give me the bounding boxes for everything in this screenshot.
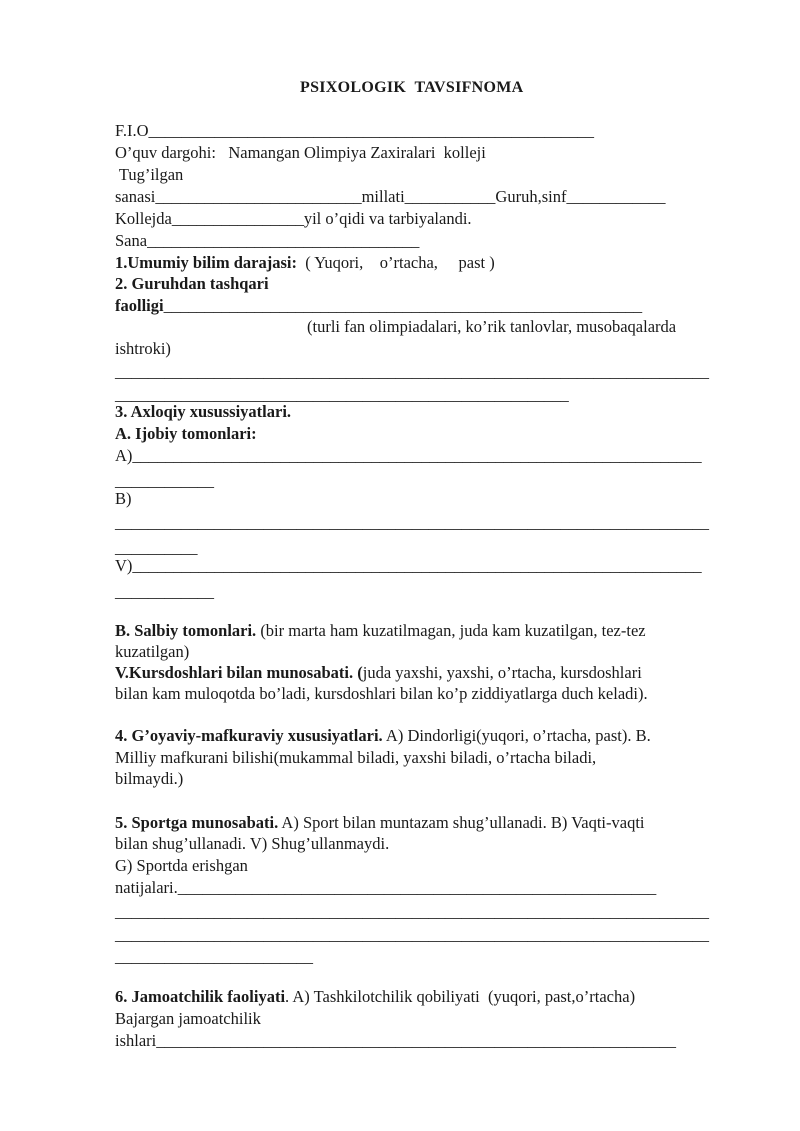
social-activity-text: . A) Tashkilotchilik qobiliyati (yuqori, past,o’rtacha) [285, 987, 636, 1006]
ideology-text: A) Dindorligi(yuqori, o’rtacha, past). B. [382, 726, 651, 745]
sport-title: 5. Sportga munosabati. [115, 813, 279, 832]
college-years-line: Kollejda________________yil o’qidi va tarbiyalandi. [115, 209, 472, 228]
blank-line: ________________________________________________________________________ [115, 925, 709, 944]
extracurricular-line [115, 296, 642, 316]
positive-item-v: V)_____________________________________________________________________ [115, 556, 702, 575]
sport-achievements-fill: natijalari.__________________________________________________________ [115, 878, 657, 897]
blank-line: ________________________________________________________________________ [115, 902, 709, 921]
sport-line [115, 813, 645, 833]
positive-item-b: B) [115, 489, 132, 508]
knowledge-level-line [115, 253, 495, 273]
tugilgan-label: Tug’ilgan [115, 165, 184, 184]
social-activity-done: Bajargan jamoatchilik [115, 1009, 261, 1028]
sport-text-cont: bilan shug’ullanadi. V) Shug’ullanmaydi. [115, 834, 390, 853]
extracurricular-title: 2. Guruhdan tashqari [115, 274, 269, 293]
ideology-line [115, 726, 651, 746]
classmates-relation-line [115, 663, 642, 683]
classmates-relation-title: V.Kursdoshlari bilan munosabati. ( [115, 663, 363, 682]
positive-item-b-cont: __________ [115, 538, 198, 557]
extracurricular-note-cont: ishtroki) [115, 339, 171, 358]
social-activity-line [115, 987, 635, 1007]
blank-line: ________________________________________________________________________ [115, 362, 709, 381]
positive-item-a-cont: ____________ [115, 471, 214, 490]
document-title: PSIXOLOGIK TAVSIFNOMA [300, 79, 524, 96]
date-field: Sana_________________________________ [115, 231, 420, 250]
dargoh-line: O’quv dargohi: Namangan Olimpiya Zaxiralari kolleji [115, 143, 486, 162]
social-activity-title: 6. Jamoatchilik faoliyati [115, 987, 286, 1006]
negative-sides-options: (bir marta ham kuzatilmagan, juda kam kuzatilgan, tez-tez [256, 621, 646, 640]
ideology-text-end: bilmaydi.) [115, 769, 184, 788]
sport-text: A) Sport bilan muntazam shug’ullanadi. B) Vaqti-vaqti [278, 813, 645, 832]
extracurricular-fill: __________________________________________________________ [163, 296, 643, 315]
classmates-relation-options: juda yaxshi, yaxshi, o’rtacha, kursdoshlari [362, 663, 642, 682]
knowledge-level-title: 1.Umumiy bilim darajasi: [115, 253, 297, 272]
knowledge-level-options: ( Yuqori, o’rtacha, past ) [296, 253, 495, 272]
negative-sides-cont: kuzatilgan) [115, 642, 190, 661]
blank-line: ________________________ [115, 947, 313, 966]
classmates-relation-cont: bilan kam muloqotda bo’ladi, kursdoshlari bilan ko’p ziddiyatlarga duch keladi). [115, 684, 648, 703]
ideology-title: 4. G’oyaviy-mafkuraviy xususiyatlari. [115, 726, 383, 745]
moral-section-title: 3. Axloqiy xusussiyatlari. [115, 402, 292, 421]
positive-item-a: A)_____________________________________________________________________ [115, 446, 702, 465]
positive-item-b-line: ________________________________________________________________________ [115, 513, 709, 532]
positive-sides-title: A. Ijobiy tomonlari: [115, 424, 257, 443]
social-activity-fill: ishlari_______________________________________________________________ [115, 1031, 676, 1050]
positive-item-v-cont: ____________ [115, 582, 214, 601]
negative-sides-title: B. Salbiy tomonlari. [115, 621, 257, 640]
ideology-text-cont: Milliy mafkurani bilishi(mukammal biladi, yaxshi biladi, o’rtacha biladi, [115, 748, 597, 767]
fio-field: F.I.O______________________________________________________ [115, 121, 595, 140]
sport-achievements-label: G) Sportda erishgan [115, 856, 248, 875]
birth-nation-group-line: sanasi_________________________millati___________Guruh,sinf____________ [115, 187, 666, 206]
extracurricular-title-cont: faolligi [115, 296, 164, 315]
blank-line: _______________________________________________________ [115, 385, 569, 404]
extracurricular-note: (turli fan olimpiadalari, ko’rik tanlovlar, musobaqalarda [307, 317, 677, 336]
negative-sides-line [115, 621, 646, 641]
